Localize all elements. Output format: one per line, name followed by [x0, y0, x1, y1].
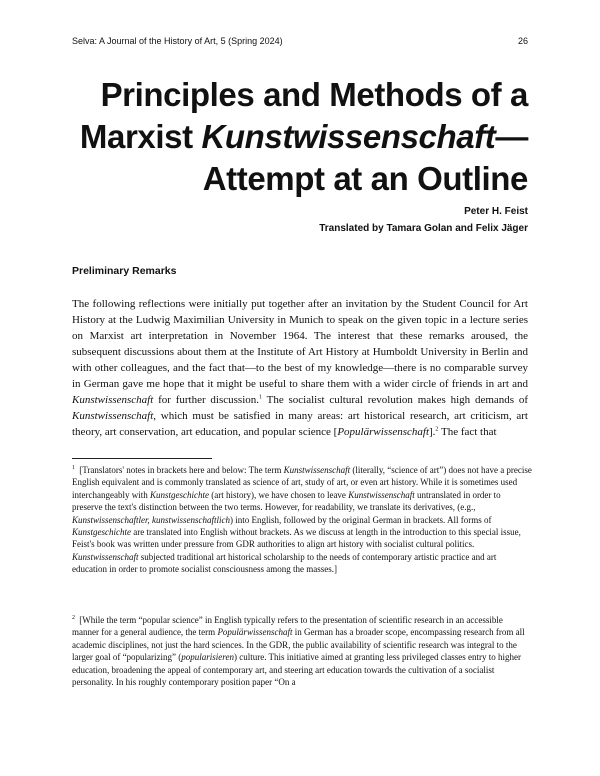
footnote-text: (literally, “science of art”) does not have a precise English equivalent and is commonly translated as science of art, study of art, or even art history. While it is sometimes used interchangeably with [72, 465, 532, 500]
footnote-italic: Kunstwissenschaftler, kunstwissenschaftlich [72, 514, 231, 525]
footnote-text: subjected traditional art historical scholarship to the needs of contemporary artistic practice and art education in order to promote socialist consciousness among the masses.] [72, 551, 497, 575]
footnote-italic: Kunstwissenschaft [72, 551, 139, 562]
title-line-2-dash: — [495, 118, 528, 155]
footnote-italic: Kunstwissenschaft [348, 489, 415, 500]
footnote-italic: Kunstgeschichte [72, 527, 131, 538]
title-line-2-italic: Kunstwissenschaft [201, 118, 496, 155]
running-header [72, 36, 528, 50]
title-line-3: Attempt at an Outline [202, 160, 528, 197]
author-name: Peter H. Feist [464, 206, 528, 217]
footnote-mark: 2 [72, 615, 75, 621]
footnote-ref-2[interactable]: 2 [435, 426, 439, 433]
body-text-run: The socialist cultural revolution makes high demands of [262, 394, 529, 406]
footnote-italic: Kunstwissenschaft [283, 465, 351, 475]
body-italic-term: Kunstwissenschaft [72, 394, 154, 406]
journal-citation: Selva: A Journal of the History of Art, 5 (Spring 2024) [72, 36, 283, 46]
footnote-text: ) into English, followed by the original German in brackets. All forms of [230, 514, 492, 525]
footnote-text: [While the term “popular science” in English typically refers to the presentation of scientific research in an accessible manner for a general audience, the term [72, 615, 503, 638]
body-text-run: for further discussion. [153, 394, 260, 406]
title-line-2 [60, 116, 528, 158]
body-text [72, 296, 528, 440]
footnote-text: (art history), we have chosen to leave [208, 489, 349, 500]
body-italic-term: Populärwissenschaft [337, 426, 429, 438]
footnote-italic: Populärwissenschaft [217, 627, 293, 638]
title-line-2-prefix: Marxist [79, 118, 202, 155]
footnote-1 [72, 464, 532, 576]
byline [319, 203, 528, 237]
footnote-italic: popularisieren [181, 652, 234, 663]
body-italic-term: Kunstwissenschaft [72, 410, 154, 422]
footnote-text: untranslated in order to preserve the text's distinction between the two terms. However, for readability, we translate its derivatives, (e.g., [72, 489, 501, 513]
body-paragraph [72, 296, 528, 440]
footnote-text: are translated into English without brackets. As we discuss at length in the introduction to this special issue, Feist's book was written under pressure from GDR authorities to align art history with socialist cultural politics. [72, 527, 521, 550]
footnote-text: [Translators' notes in brackets here and below: The term [77, 465, 284, 475]
footnote-mark: 1 [72, 465, 75, 471]
footnote-text: in German has a broader scope, encompassing research from all academic disciplines, not just the hard sciences. In the GDR, the public availability of scientific research was integral to the larger goal of “popularizing” ( [72, 627, 525, 663]
body-text-run: , which must be satisfied in many areas: art historical research, art criticism, art theory, art conservation, art education, and popular science [ [72, 410, 528, 438]
footnote-text: ) culture. This initiative aimed at granting less privileged classes entry to higher education, broadening the appeal of contemporary art, and steering art education towards the cultivation of a socialist personality. In his roughly contemporary position paper “On a [72, 652, 521, 688]
body-text-run: The following reflections were initially put together after an invitation by the Student Council for Art History at the Ludwig Maximilian University in Munich to speak on the given topic in a lecture series on Marxist art interpretation in November 1964. The interest that these remarks aroused, the subsequent discussions about them at the Institute of Art History at Humboldt University in Berlin and with other colleagues, and the fact that—to the best of my knowledge—there is no comparable survey in German gave me hope that it might be useful to share them with a wider circle of friends in art and [72, 298, 528, 390]
body-text-run: ]. [429, 426, 436, 438]
article-title [60, 74, 528, 200]
body-text-run: The fact that [438, 426, 497, 438]
section-heading: Preliminary Remarks [72, 265, 177, 277]
page-number: 26 [517, 36, 528, 46]
footnote-divider [72, 458, 212, 459]
title-line-1: Principles and Methods of a [100, 76, 528, 113]
translators: Translated by Tamara Golan and Felix Jäger [319, 223, 528, 234]
footnote-2 [72, 614, 532, 688]
footnote-ref-1[interactable]: 1 [259, 394, 263, 401]
footnote-italic: Kunstgeschichte [149, 489, 209, 500]
